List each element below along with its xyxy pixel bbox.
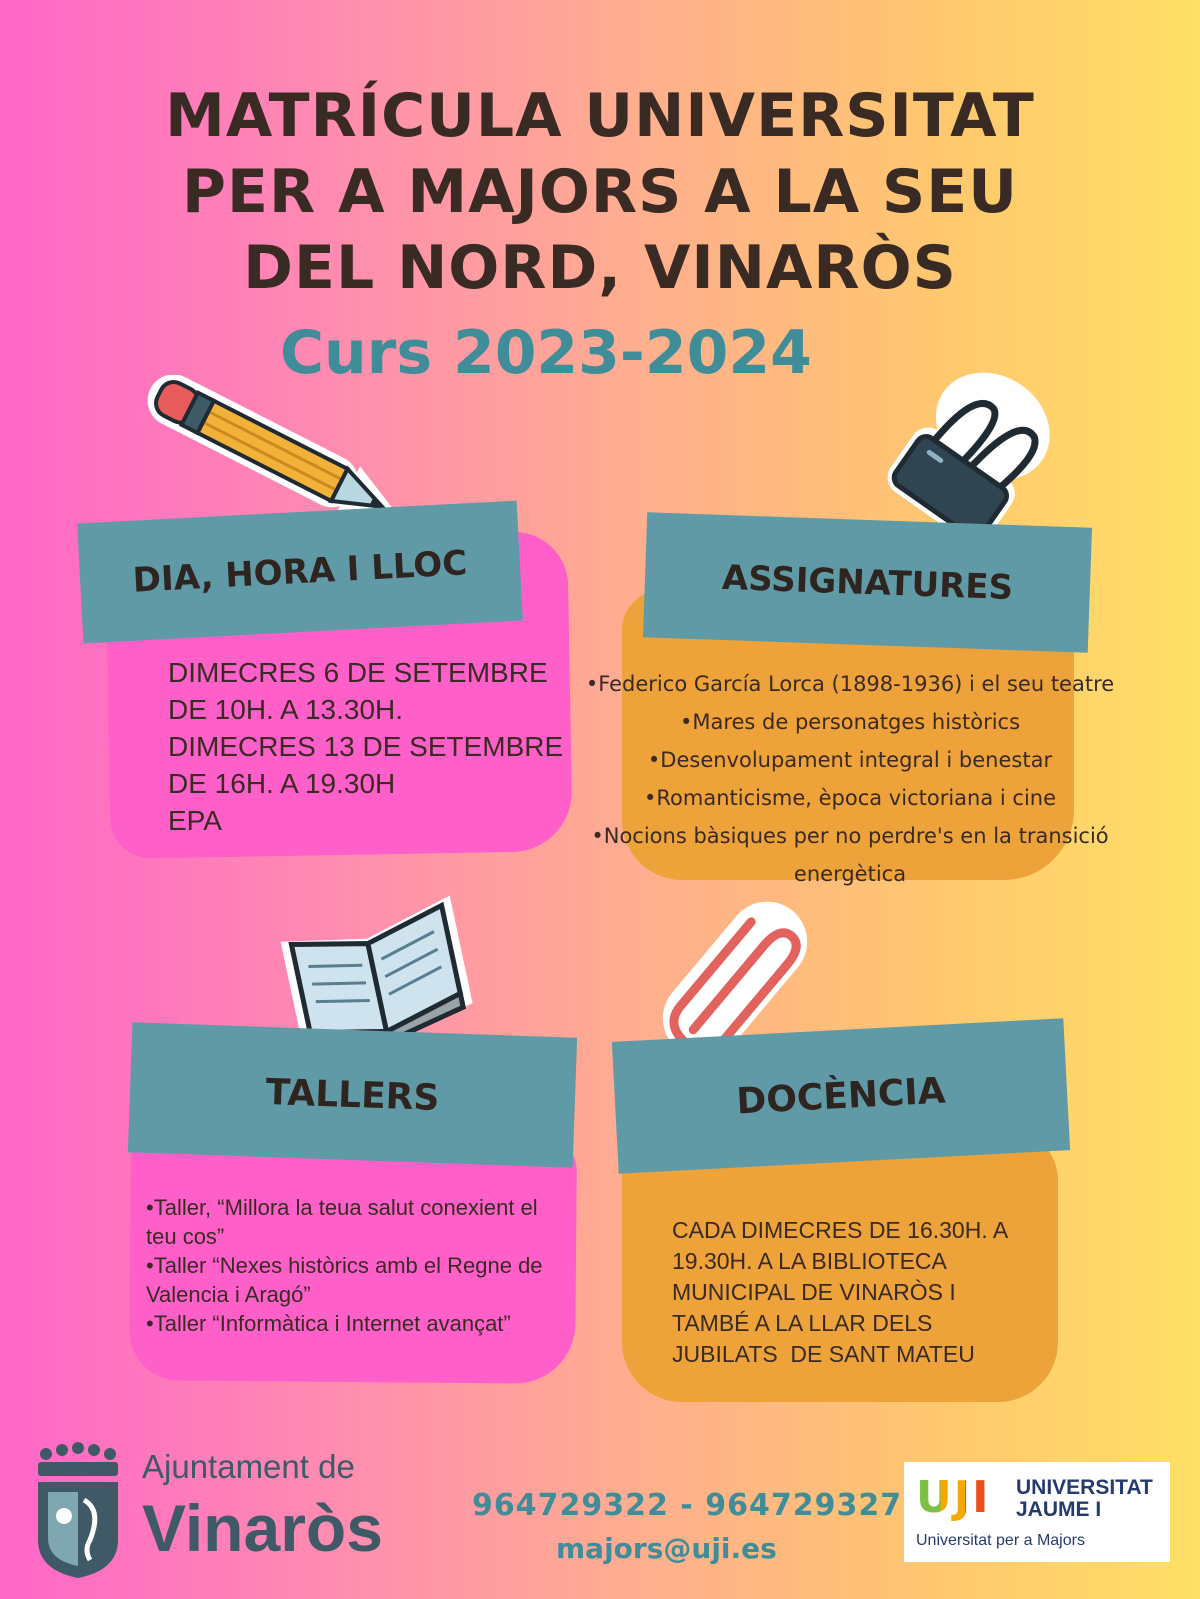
uji-name-line1: UNIVERSITAT [1016,1476,1153,1499]
subjects-list [574,665,1126,893]
subject-item: •Nocions bàsiques per no perdre's en la transició energètica [591,824,1109,886]
title-line-1: MATRÍCULA UNIVERSITAT [165,81,1035,151]
course-year: Curs 2023-2024 [280,318,812,388]
schedule-line: DIMECRES 6 DE SETEMBRE [168,657,548,688]
schedule-line: EPA [168,805,222,836]
teaching-banner [612,1018,1070,1173]
pencil-icon [128,375,418,525]
teaching-heading: DOCÈNCIA [735,1070,947,1122]
schedule-line: DIMECRES 13 DE SETEMBRE [168,731,564,762]
title-line-3: DEL NORD, VINARÒS [243,233,957,303]
title-line-2: PER A MAJORS A LA SEU [182,157,1018,227]
uji-subtitle: Universitat per a Majors [916,1532,1085,1549]
workshop-item: •Taller “Informàtica i Internet avançat” [146,1311,511,1336]
schedule-line: DE 10H. A 13.30H. [168,694,404,725]
council-name-line1: Ajuntament de [142,1448,355,1485]
page-title [100,78,1100,306]
workshops-list [146,1193,556,1338]
contact-phones: 964729322 - 964729327 [472,1488,903,1523]
open-book-icon [278,882,478,1052]
workshops-heading: TALLERS [264,1071,441,1119]
uji-name-line2: JAUME I [1016,1498,1102,1521]
subject-item: •Romanticisme, època victoriana i cine [643,786,1057,810]
schedule-line: DE 16H. A 19.30H [168,768,396,799]
teaching-text: CADA DIMECRES DE 16.30H. A 19.30H. A LA BIBLIOTECA MUNICIPAL DE VINARÒS I TAMBÉ A LA LLAR DELS JUBILATS DE SANT MATEU [672,1217,1014,1367]
crest-icon [28,1440,128,1580]
schedule-heading: DIA, HORA I LLOC [131,543,469,601]
uji-logo [904,1462,1170,1562]
workshops-banner [128,1022,577,1167]
workshop-item: •Taller, “Millora la teua salut conexient el teu cos” [146,1195,538,1249]
uji-letters: UJI [916,1472,991,1523]
schedule-text [168,654,568,839]
council-name-line2: Vinaròs [142,1491,383,1565]
subject-item: •Desenvolupament integral i benestar [647,748,1053,772]
workshop-item: •Taller “Nexes històrics amb el Regne de Valencia i Aragó” [146,1253,543,1307]
subject-item: •Mares de personatges històrics [679,710,1021,734]
subject-item: •Federico García Lorca (1898-1936) i el seu teatre [585,672,1115,696]
contact-email[interactable]: majors@uji.es [556,1532,777,1565]
subjects-banner [643,512,1092,652]
schedule-banner [77,501,523,644]
subjects-heading: ASSIGNATURES [721,557,1014,608]
